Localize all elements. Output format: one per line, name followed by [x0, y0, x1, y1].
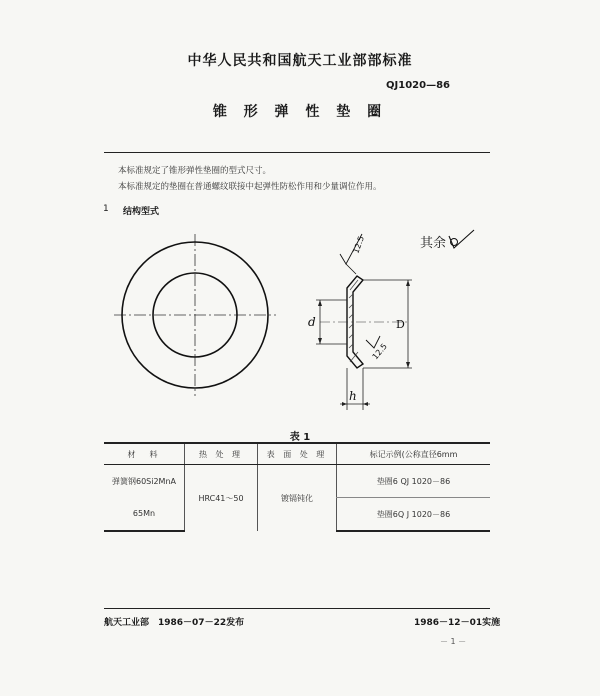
issue-info: 航天工业部 1986－07－22发布: [104, 618, 245, 628]
material-cell: 弹簧钢60Si2MnA: [111, 476, 176, 486]
table-caption: 表 1: [289, 432, 311, 443]
heat-treatment-cell: HRC41～50: [185, 465, 258, 532]
roughness-top-value: 12.5: [351, 234, 366, 255]
table-header-surface-treatment: 表 面 处 理: [258, 443, 337, 465]
dim-h-label: h: [349, 389, 357, 403]
dim-D-label: D: [396, 318, 405, 331]
table-row: [104, 465, 490, 498]
section-number: 1: [103, 204, 109, 214]
example-cell: 垫圈6 QJ 1020－86: [337, 465, 491, 498]
intro-line-2: 本标准规定的垫圈在普通螺纹联接中起弹性防松作用和少量调位作用。: [118, 182, 382, 192]
intro-line-1: 本标准规定了锥形弹性垫圈的型式尺寸。: [118, 166, 272, 176]
effective-date: 1986－12－01实施: [414, 618, 501, 628]
surface-treatment-cell: 镀镉钝化: [258, 465, 337, 532]
spec-table: [104, 442, 490, 532]
standard-code: QJ1020—86: [386, 80, 450, 91]
example-cell: 垫圈6Q J 1020－86: [337, 498, 491, 532]
footer-rule: [104, 608, 490, 609]
roughness-inner-value: 12.5: [370, 341, 389, 362]
material-cell: 65Mn: [104, 498, 185, 532]
section-title: 结构型式: [123, 207, 160, 217]
header-rule: [104, 152, 490, 153]
document-title: 锥 形 弹 性 垫 圈: [212, 104, 388, 120]
roughness-check-icon: [448, 228, 478, 250]
table-header-heat-treatment: 热 处 理: [185, 443, 258, 465]
table-header-example: 标记示例(公称直径6mm: [337, 443, 491, 465]
surface-roughness-note: [420, 232, 446, 251]
washer-section-view: [300, 228, 430, 420]
dim-d-label: d: [308, 315, 316, 329]
page-number: － 1 －: [440, 637, 467, 646]
table-header-material: 材 料: [104, 443, 185, 465]
washer-top-view: [110, 230, 280, 400]
organization-header: 中华人民共和国航天工业部部标准: [187, 53, 413, 69]
surface-note-text: 其余: [420, 236, 447, 251]
